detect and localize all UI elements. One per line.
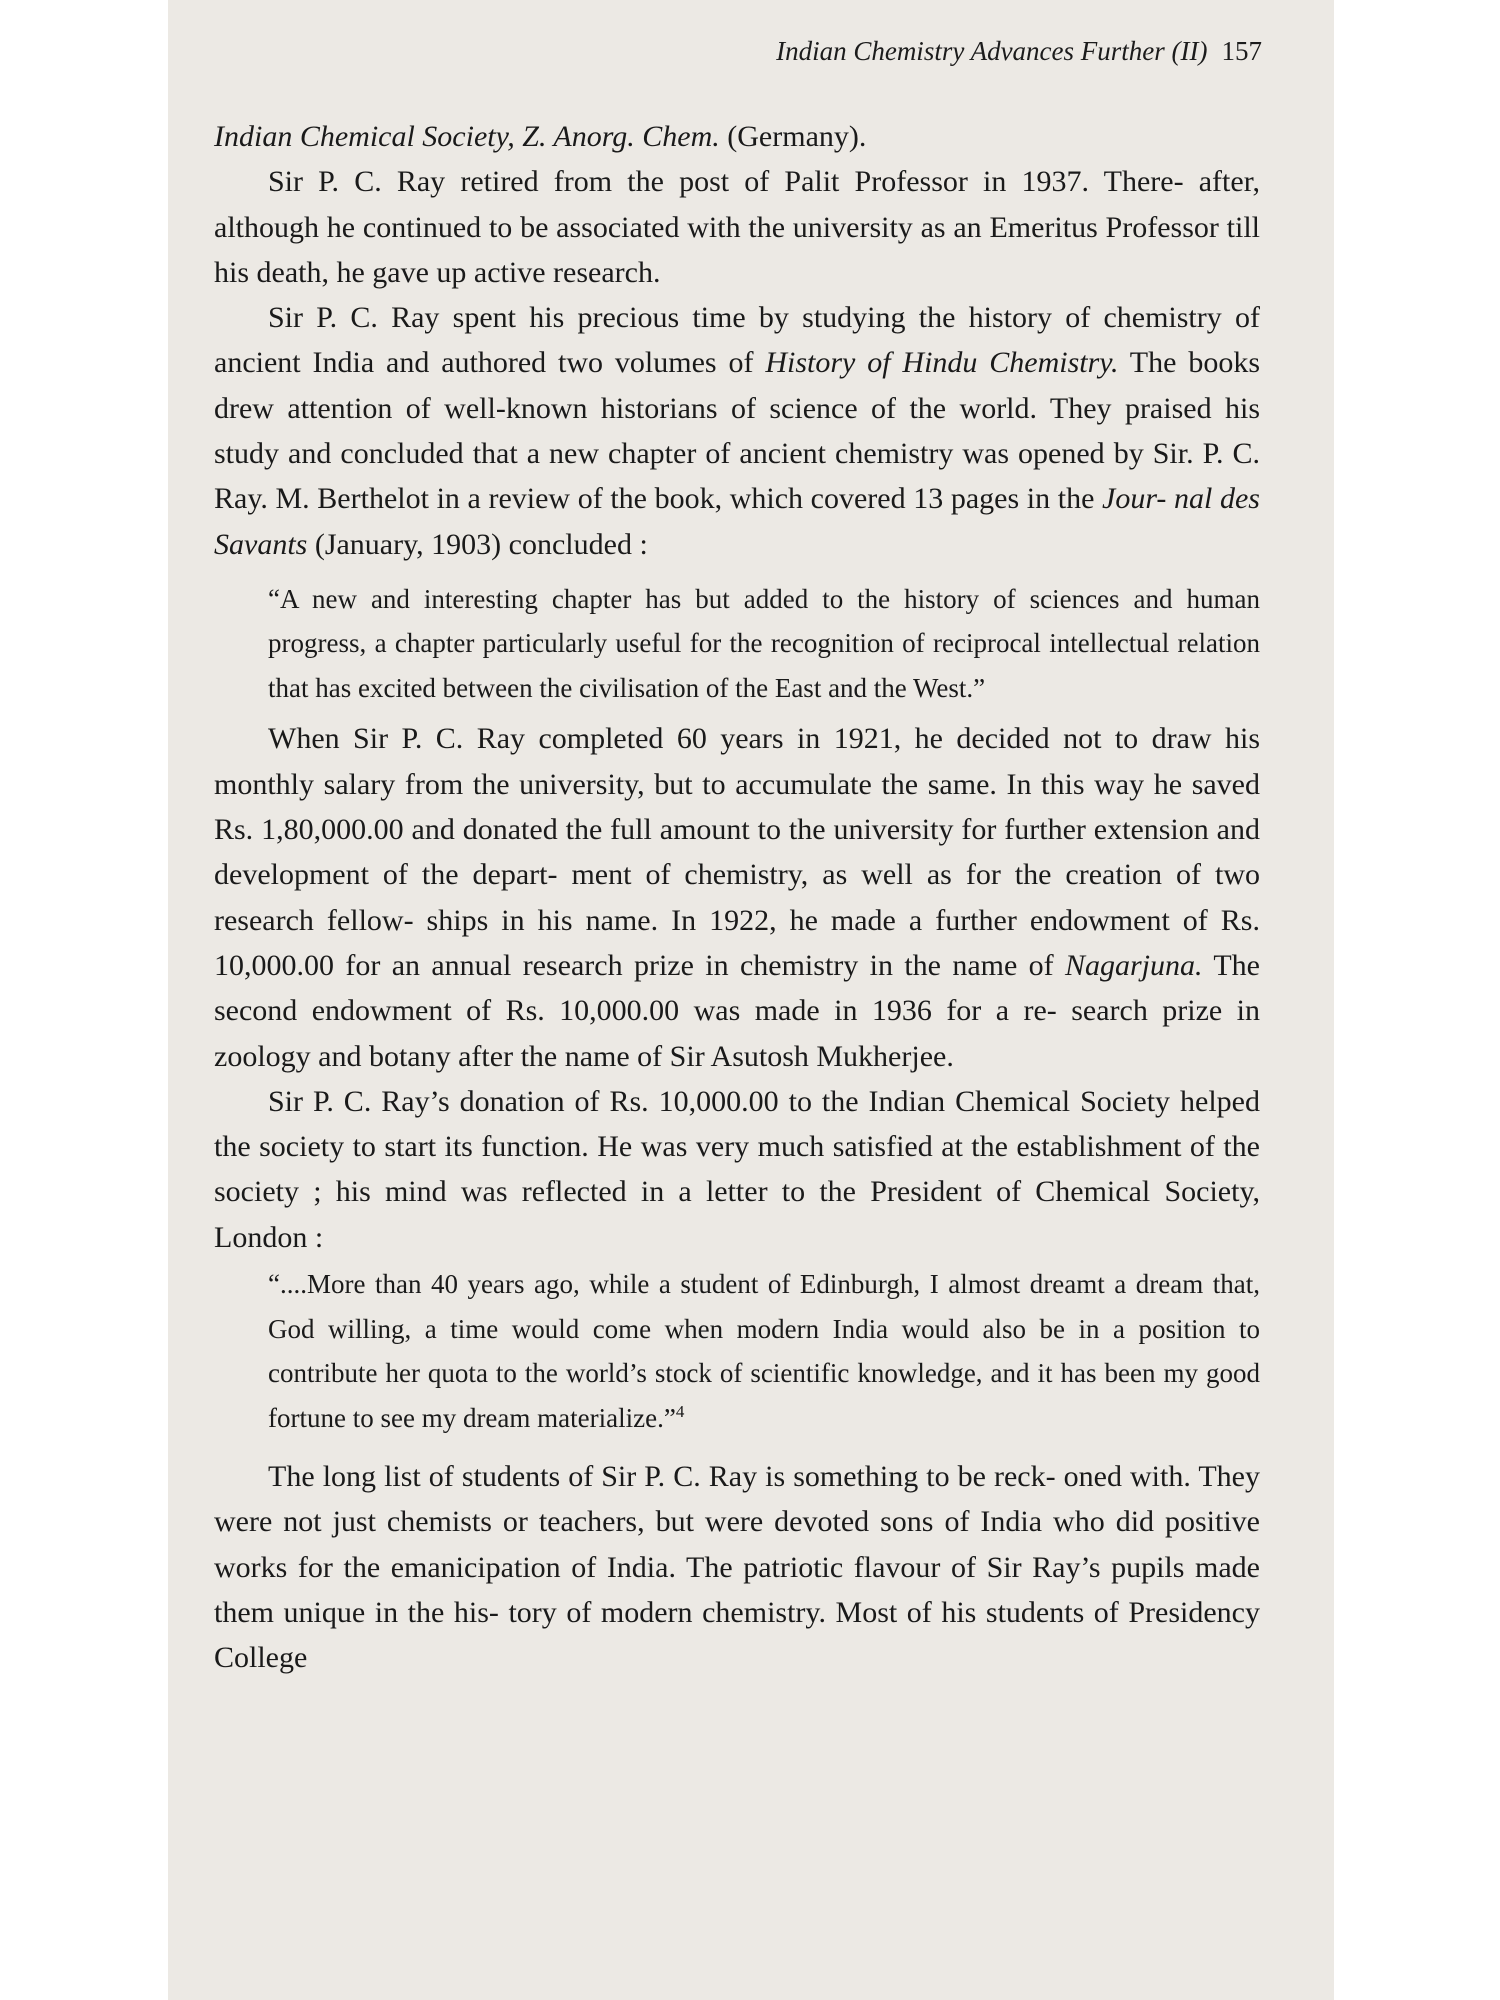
paragraph-5: Sir P. C. Ray’s donation of Rs. 10,000.00 to the Indian Chemical Society helped the society to start its function. He was very much satisfied at the establishment of the society ; his mind was reflected in a letter to the President of Chemical Society, London : — [214, 1084, 1260, 1254]
book-page — [168, 0, 1334, 2000]
paragraph-1-text: (Germany). — [719, 120, 867, 153]
block-quote-letter — [214, 1262, 1260, 1440]
running-header — [776, 36, 1262, 67]
paragraph-4-text-c: The second endowment of Rs. 10,000.00 was made in 1936 for a re- search prize in zoology and botany after the name of Sir Asutosh Mukherjee. — [214, 948, 1260, 1073]
paragraph-3-text-e: (January, 1903) concluded : — [307, 527, 648, 561]
page-body — [214, 114, 1260, 1681]
footnote-marker: 4 — [675, 1401, 685, 1421]
paragraph-3-text-a: Sir P. C. Ray spent his precious time by studying the history of chemistry of ancient India and authored two volumes of — [214, 301, 1260, 380]
book-title: History of Hindu Chemistry. — [765, 346, 1119, 380]
letter-quote-text: “....More than 40 years ago, while a student of Edinburgh, I almost dreamt a dream that, God willing, a time would come when modern India would also be in a position to contribute her quota to the world’s stock of scientific knowledge, and it has been my good fortune to see my dream materialize.” — [268, 1269, 1260, 1433]
paragraph-4 — [214, 716, 1260, 1078]
prize-name: Nagarjuna. — [1065, 948, 1203, 982]
chapter-title: Indian Chemistry Advances Further (II) — [776, 36, 1208, 66]
paragraph-3 — [214, 295, 1260, 567]
paragraph-3-text-c: The books drew attention of well-known historians of science of the world. They praised his study and concluded that a new chapter of ancient chemistry was opened by Sir. P. C. Ray. M. Berthelot in a review of the book, which covered 13 pages in the — [214, 346, 1260, 516]
paragraph-1 — [214, 114, 1260, 159]
block-quote-berthelot: “A new and interesting chapter has but added to the history of sciences and human progress, a chapter particularly useful for the recognition of reciprocal intellectual relation that has excited between the civilisation of the East and the West.” — [268, 583, 1260, 703]
journal-names: Indian Chemical Society, Z. Anorg. Chem. — [214, 120, 720, 153]
paragraph-2: Sir P. C. Ray retired from the post of Palit Professor in 1937. There- after, although he continued to be associated with the university as an Emeritus Professor till his death, he gave up active research. — [214, 165, 1260, 289]
journal-title: Jour- nal des Savants — [214, 482, 1260, 561]
page-number: 157 — [1221, 36, 1262, 66]
paragraph-6: The long list of students of Sir P. C. Ray is something to be reck- oned with. They were not just chemists or teachers, but were devoted sons of India who did positive works for the emanicipation of India. The patriotic flavour of Sir Ray’s pupils made them unique in the his- tory of modern chemistry. Most of his students of Presidency College — [214, 1460, 1260, 1675]
paragraph-4-text-a: When Sir P. C. Ray completed 60 years in 1921, he decided not to draw his monthly salary from the university, but to accumulate the same. In this way he saved Rs. 1,80,000.00 and donated the full amount to the university for further extension and development of the depart- ment of chemistry, as well as for the creation of two research fellow- ships in his name. In 1922, he made a further endowment of Rs. 10,000.00 for an annual research prize in chemistry in the name of — [214, 722, 1260, 982]
